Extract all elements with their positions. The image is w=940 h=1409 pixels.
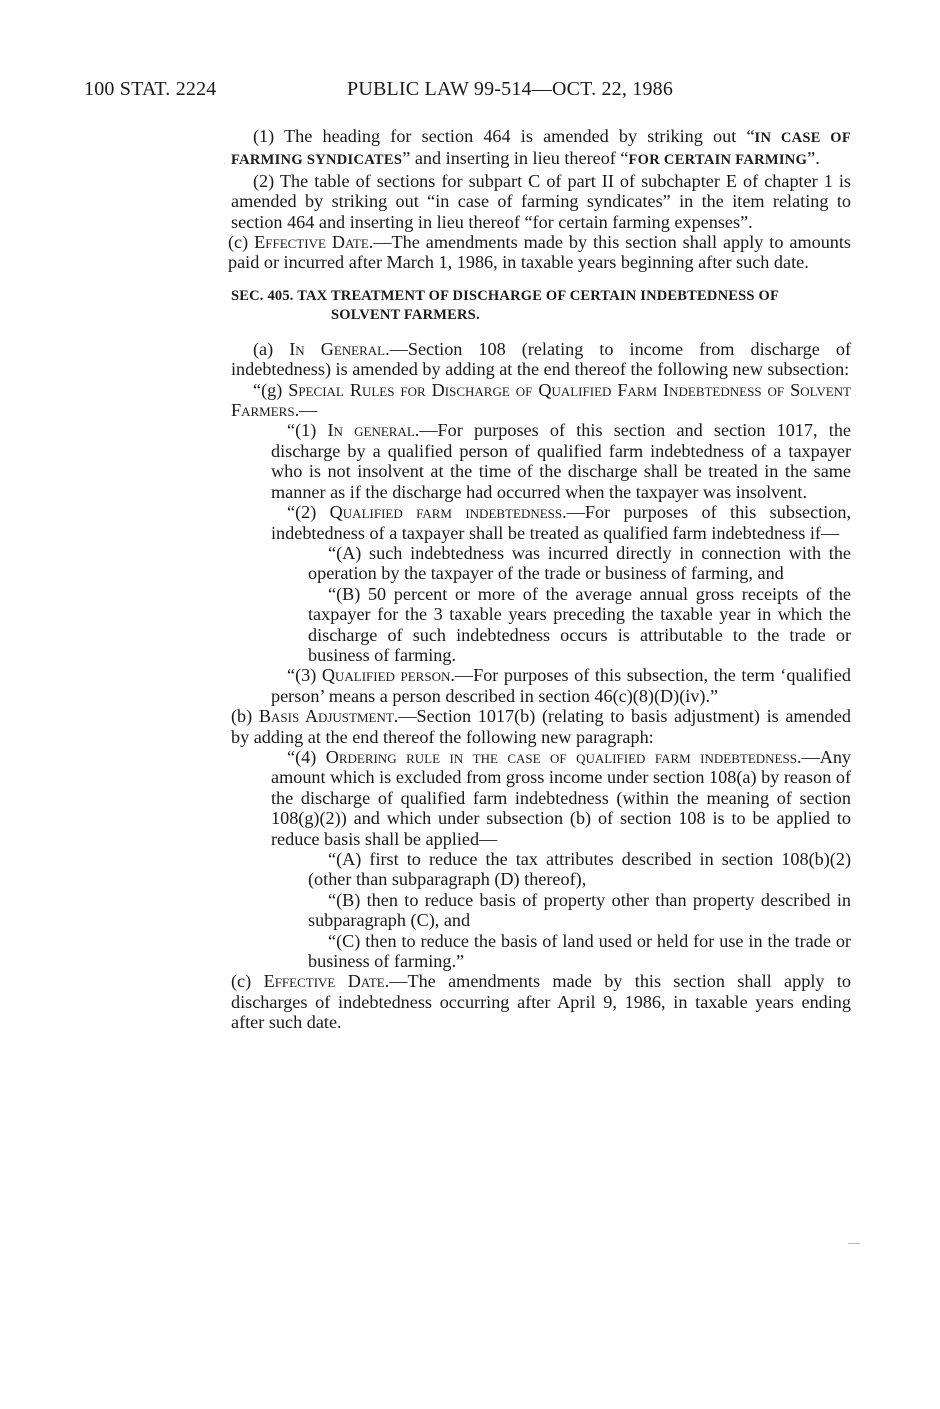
subparagraph-g2b: “(B) 50 percent or more of the average annual gross receipts of the taxpayer for the 3 taxable years preceding the taxable year in which the discharge of such indebtedness occurs is attributable to the trade or business of farming. bbox=[308, 583, 851, 665]
subparagraph-g2a: “(A) such indebtedness was incurred directly in connection with the operation by the taxpayer of the trade or business of farming, and bbox=[308, 542, 851, 584]
document-body bbox=[228, 126, 852, 1033]
paragraph-b4: “(4) Ordering rule in the case of qualified farm indebtedness.—Any amount which is excluded from gross income under section 108(a) by reason of the discharge of qualified farm indebtedness (within the meaning of section 108(g)(2)) and which under subsection (b) of section 108 is to be applied to reduce basis shall be applied— bbox=[271, 746, 852, 849]
page-mark bbox=[848, 1243, 860, 1244]
subsection-b: (b) Basis Adjustment.—Section 1017(b) (relating to basis adjustment) is amended by adding at the end thereof the following new paragraph: bbox=[231, 706, 851, 747]
subsection-a: (a) In General.—Section 108 (relating to income from discharge of indebtedness) is amended by adding at the end thereof the following new subsection: bbox=[231, 338, 852, 380]
paragraph-1: (1) The heading for section 464 is amended by striking out “IN CASE OF FARMING SYNDICATES” and inserting in lieu thereof “FOR CERTAIN FARMING”. bbox=[231, 126, 851, 169]
section-405-heading: SEC. 405. TAX TREATMENT OF DISCHARGE OF CERTAIN INDEBTEDNESS OF SOLVENT FARMERS. bbox=[231, 287, 779, 323]
subsection-c-effective-date: (c) Effective Date.—The amendments made by this section shall apply to amounts paid or incurred after March 1, 1986, in taxable years beginning after such date. bbox=[228, 232, 852, 273]
subparagraph-b4c: “(C) then to reduce the basis of land used or held for use in the trade or business of farming.” bbox=[308, 930, 851, 972]
paragraph-2: (2) The table of sections for subpart C of part II of subchapter E of chapter 1 is amended by striking out “in case of farming syndicates” in the item relating to section 464 and inserting in lieu thereof “for certain farming expenses”. bbox=[231, 170, 851, 232]
running-header: PUBLIC LAW 99-514—OCT. 22, 1986 bbox=[347, 78, 674, 100]
subparagraph-b4b: “(B) then to reduce basis of property other than property described in subparagraph (C), and bbox=[308, 889, 851, 931]
paragraph-g2: “(2) Qualified farm indebtedness.—For purposes of this subsection, indebtedness of a taxpayer shall be treated as qualified farm indebtedness if— bbox=[271, 502, 852, 543]
paragraph-g1: “(1) In general.—For purposes of this section and section 1017, the discharge by a qualified person of qualified farm indebtedness of a taxpayer who is not insolvent at the time of the discharge shall be treated in the same manner as if the discharge had occurred when the taxpayer was insolvent. bbox=[271, 420, 851, 502]
subsection-g-heading: “(g) Special Rules for Discharge of Qualified Farm Indebtedness of Solvent Farmers.— bbox=[231, 379, 851, 421]
paragraph-g3: “(3) Qualified person.—For purposes of this subsection, the term ‘qualified person’ means a person described in section 46(c)(8)(D)(iv).” bbox=[271, 665, 852, 706]
subparagraph-b4a: “(A) first to reduce the tax attributes described in section 108(b)(2) (other than subparagraph (D) thereof), bbox=[308, 849, 851, 890]
subsection-c-effective-date-2: (c) Effective Date.—The amendments made by this section shall apply to discharges of indebtedness occurring after April 9, 1986, in taxable years ending after such date. bbox=[231, 971, 851, 1033]
page-reference: 100 STAT. 2224 bbox=[84, 78, 217, 100]
